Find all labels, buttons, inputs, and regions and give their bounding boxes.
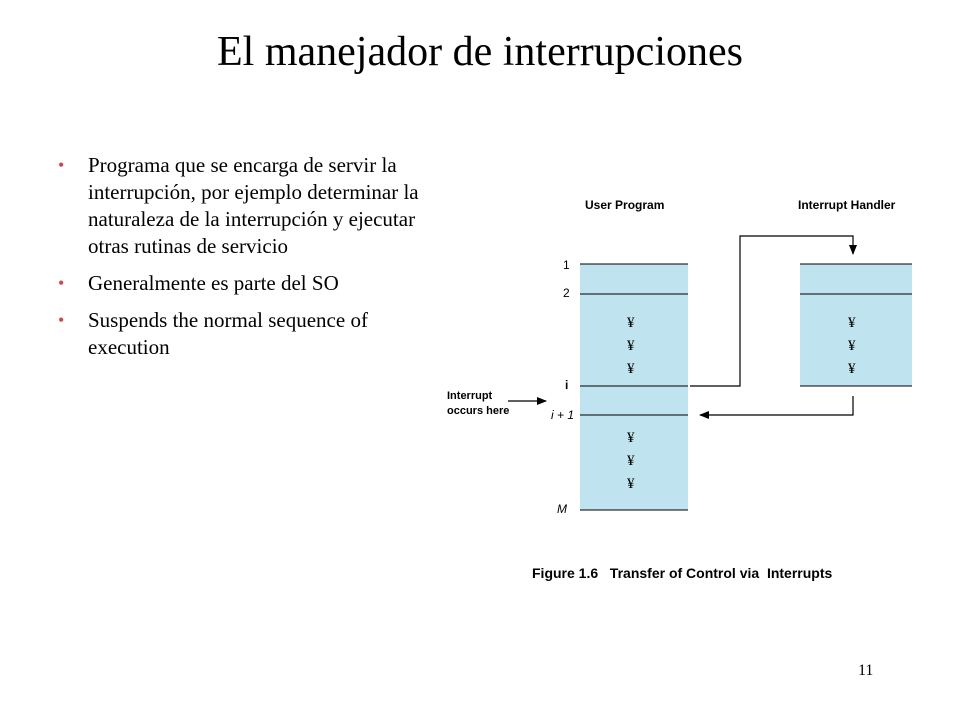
user-yen-5: ¥ (627, 453, 635, 469)
user-program-label: User Program (585, 198, 665, 212)
bullet-list (52, 152, 422, 371)
interrupt-handler-box (800, 264, 912, 386)
interrupt-diagram (420, 180, 920, 590)
bullet-dot-icon: • (58, 273, 65, 293)
interrupt-label-line2: occurs here (447, 405, 510, 417)
slide-title: El manejador de interrupciones (217, 29, 743, 75)
user-yen-2: ¥ (627, 338, 635, 354)
return-to-program-arrow (700, 396, 853, 415)
bullet-item (52, 270, 422, 297)
interrupt-handler-label: Interrupt Handler (798, 198, 896, 212)
handler-yen-3: ¥ (848, 361, 856, 377)
page-number: 11 (858, 662, 874, 679)
user-yen-4: ¥ (627, 430, 635, 446)
user-yen-1: ¥ (627, 315, 635, 331)
handler-yen-2: ¥ (848, 338, 856, 354)
handler-yen-1: ¥ (848, 315, 856, 331)
row-label-m: M (557, 502, 567, 516)
row-label-i: i (565, 378, 569, 392)
interrupt-label-line1: Interrupt (447, 390, 493, 402)
user-yen-6: ¥ (627, 476, 635, 492)
bullet-item (52, 152, 422, 260)
figure-caption: Figure 1.6 Transfer of Control via Interrupts (532, 565, 833, 581)
bullet-text: Generalmente es parte del SO (88, 271, 339, 295)
bullet-dot-icon: • (58, 310, 65, 330)
bullet-text: Suspends the normal sequence of execution (88, 308, 368, 359)
bullet-item (52, 307, 422, 361)
bullet-text: Programa que se encarga de servir la interrupción, por ejemplo determinar la naturaleza de la interrupción y ejecutar otras rutinas de servicio (88, 153, 419, 258)
row-label-i-plus-1: i + 1 (551, 408, 575, 422)
row-label-1: 1 (563, 258, 570, 272)
user-program-box (580, 264, 688, 510)
user-yen-3: ¥ (627, 361, 635, 377)
interrupt-figure (420, 180, 920, 595)
row-label-2: 2 (563, 286, 570, 300)
bullet-dot-icon: • (58, 155, 65, 175)
